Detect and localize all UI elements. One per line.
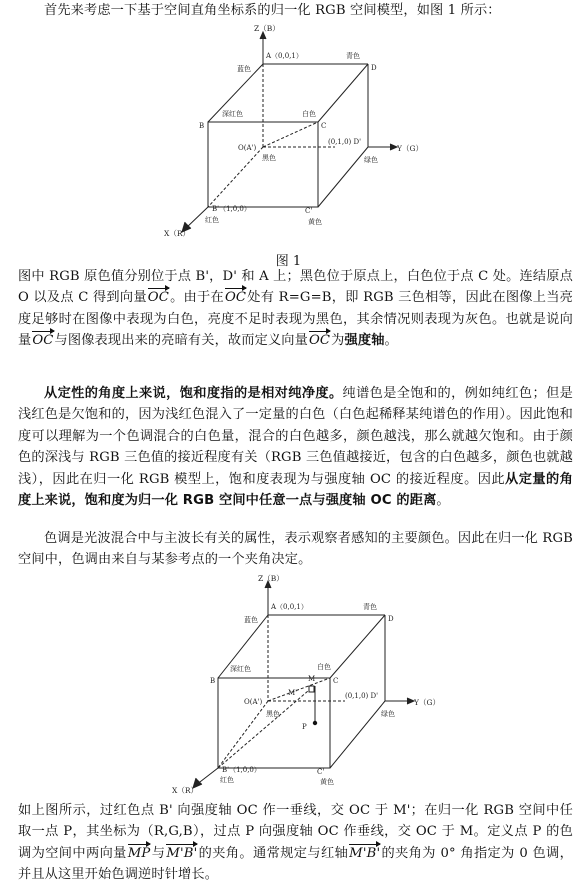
vector-mpbp-red-axis: M'B' (348, 843, 381, 864)
fig1-point-dp: (0,1,0) D' (328, 138, 362, 146)
fig1-label-black: 黑色 (262, 154, 276, 162)
vector-oc: OC (31, 330, 54, 351)
fig2-point-cp: C' (317, 768, 325, 776)
point-p-marker (313, 721, 317, 725)
fig2-label-green: 绿色 (381, 710, 395, 718)
fig2-point-c: C (333, 677, 339, 685)
fig2-point-dp: (0,1,0) D' (345, 692, 379, 700)
fig2-point-m: M (308, 675, 316, 683)
vector-oc: OC (147, 287, 170, 308)
fig1-point-cp: C' (305, 207, 313, 215)
fig2-label-cyan: 青色 (363, 603, 377, 611)
fig2-point-a: A（0,0,1） (271, 603, 308, 611)
p1-text-4: 与图像表现出来的亮暗有关，故而定义向量 (54, 333, 308, 349)
vector-oc: OC (308, 330, 331, 351)
perpendicular-bp-mp (218, 691, 308, 768)
fig2-label-deepred: 深红色 (230, 665, 251, 673)
paragraph-hue-definition (18, 800, 573, 886)
fig2-point-b: B (210, 677, 216, 685)
fig2-point-bp: B'（1,0,0） (222, 766, 261, 774)
paragraph-intensity (18, 266, 573, 352)
rgb-cube-figure-2 (160, 573, 450, 795)
fig1-axis-y-label: Y（G） (397, 144, 423, 153)
fig1-axis-z-label: Z（B） (254, 24, 280, 33)
fig2-label-white: 白色 (317, 663, 331, 671)
fig2-point-d: D (388, 615, 394, 623)
p2-bold-1: 从定性的角度上来说，饱和度指的是相对纯净度。 (44, 386, 343, 401)
p2-text-1: 纯谱色是全饱和的，例如纯红色；但是浅红色是欠饱和的，因为浅红色混入了一定量的白色（白色起稀释某纯谱色的作用）。因此饱和度可以理解为一个色调混合的白色量，混合的白色越多，颜色越浅，那么就越欠饱和。由于颜色的深浅与 RGB 三色值的接近程度有关（RGB 三色值越接近，包含的白色越多，颜色也就越浅），因此在归一化 RGB 模型上，饱和度表现为与强度轴 OC 的接近程度。因此 (18, 386, 573, 487)
p1-text-6: 。 (384, 333, 398, 349)
fig2-label-blue: 蓝色 (244, 616, 258, 624)
fig1-label-blue: 蓝色 (237, 65, 251, 73)
p1-text-2: 。由于在 (169, 290, 224, 306)
p4-text-3: 的夹角。通常规定与红轴 (198, 845, 349, 861)
fig1-point-c: C (321, 122, 327, 130)
vector-oc: OC (224, 287, 247, 308)
fig2-intensity-axis (268, 678, 330, 701)
intensity-axis-oc (263, 122, 318, 147)
fig1-point-d: D (371, 64, 377, 72)
p2-text-2: 。 (436, 493, 450, 509)
fig2-label-red: 红色 (220, 776, 234, 784)
fig1-label-cyan: 青色 (346, 52, 360, 60)
intro-paragraph: 首先来考虑一下基于空间直角坐标系的归一化 RGB 空间模型，如图 1 所示： (44, 3, 501, 18)
fig2-point-p: P (302, 723, 307, 731)
p4-text-4: 的夹角为 0° 角指定为 0 色调，并且从这里开始色调逆时针增长。 (18, 845, 573, 883)
p4-text-1: 如上图所示，过红色点 B' 向强度轴 OC 作一垂线，交 OC 于 M'；在归一化 RGB 空间中任取一点 P，其坐标为（R,G,B），过点 P 向强度轴 OC 作垂线，交 OC 于 M。定义点 P 的色调为空间中两向量 (18, 803, 573, 861)
p2-bold-2: 从定量的角度上来说，饱和度为归一化 RGB 空间中任意一点与强度轴 OC 的距离 (18, 471, 573, 509)
figure-1-caption: 图 1 (275, 254, 302, 269)
p1-text-5: 为 (331, 333, 345, 349)
fig2-axis-z-label: Z（B） (258, 574, 284, 583)
fig2-point-o: O(A') (244, 698, 263, 706)
fig1-axis-x-label: X（R） (164, 229, 190, 238)
fig1-point-o: O(A') (238, 144, 257, 152)
fig1-label-yellow: 黄色 (308, 218, 322, 226)
vector-mp: MP (127, 843, 152, 864)
fig1-point-b: B (199, 122, 205, 130)
paragraph-saturation (18, 383, 573, 511)
fig2-label-yellow: 黄色 (320, 778, 334, 786)
fig1-label-deepred: 深红色 (222, 110, 243, 118)
paragraph-hue: 色调是光波混合中与主波长有关的属性，表示观察者感知的主要颜色。因此在归一化 RGB 空间中，色调由来自与某参考点的一个夹角决定。 (18, 531, 573, 568)
fig2-point-mp: M' (288, 689, 298, 697)
p4-text-2: 与 (151, 845, 166, 861)
fig1-label-white: 白色 (302, 110, 316, 118)
p1-text-1: 图中 RGB 原色值分别位于点 B'，D' 和 A 上；黑色位于原点上，白色位于点 C 处。连结原点 O 以及点 C 得到向量 (18, 269, 573, 306)
term-intensity-axis: 强度轴 (344, 333, 385, 349)
fig2-axis-x-label: X（R） (172, 786, 198, 795)
fig1-label-red: 红色 (205, 216, 219, 224)
p1-text-3: 处有 R=G=B，即 RGB 三色相等，因此在图像上当亮度足够时在图像中表现为白色，亮度不足时表现为黑色，其余情况则表现为灰色。也就是说向量 (18, 290, 573, 349)
rgb-cube-figure-1 (150, 22, 440, 242)
fig1-point-bp: B'（1,0,0） (212, 205, 251, 213)
fig1-label-green: 绿色 (364, 156, 378, 164)
vector-mpbp: M'B' (165, 843, 198, 864)
fig2-label-black: 黑色 (266, 710, 280, 718)
fig1-point-a: A（0,0,1） (266, 52, 303, 60)
fig2-axis-y-label: Y（G） (414, 698, 440, 707)
